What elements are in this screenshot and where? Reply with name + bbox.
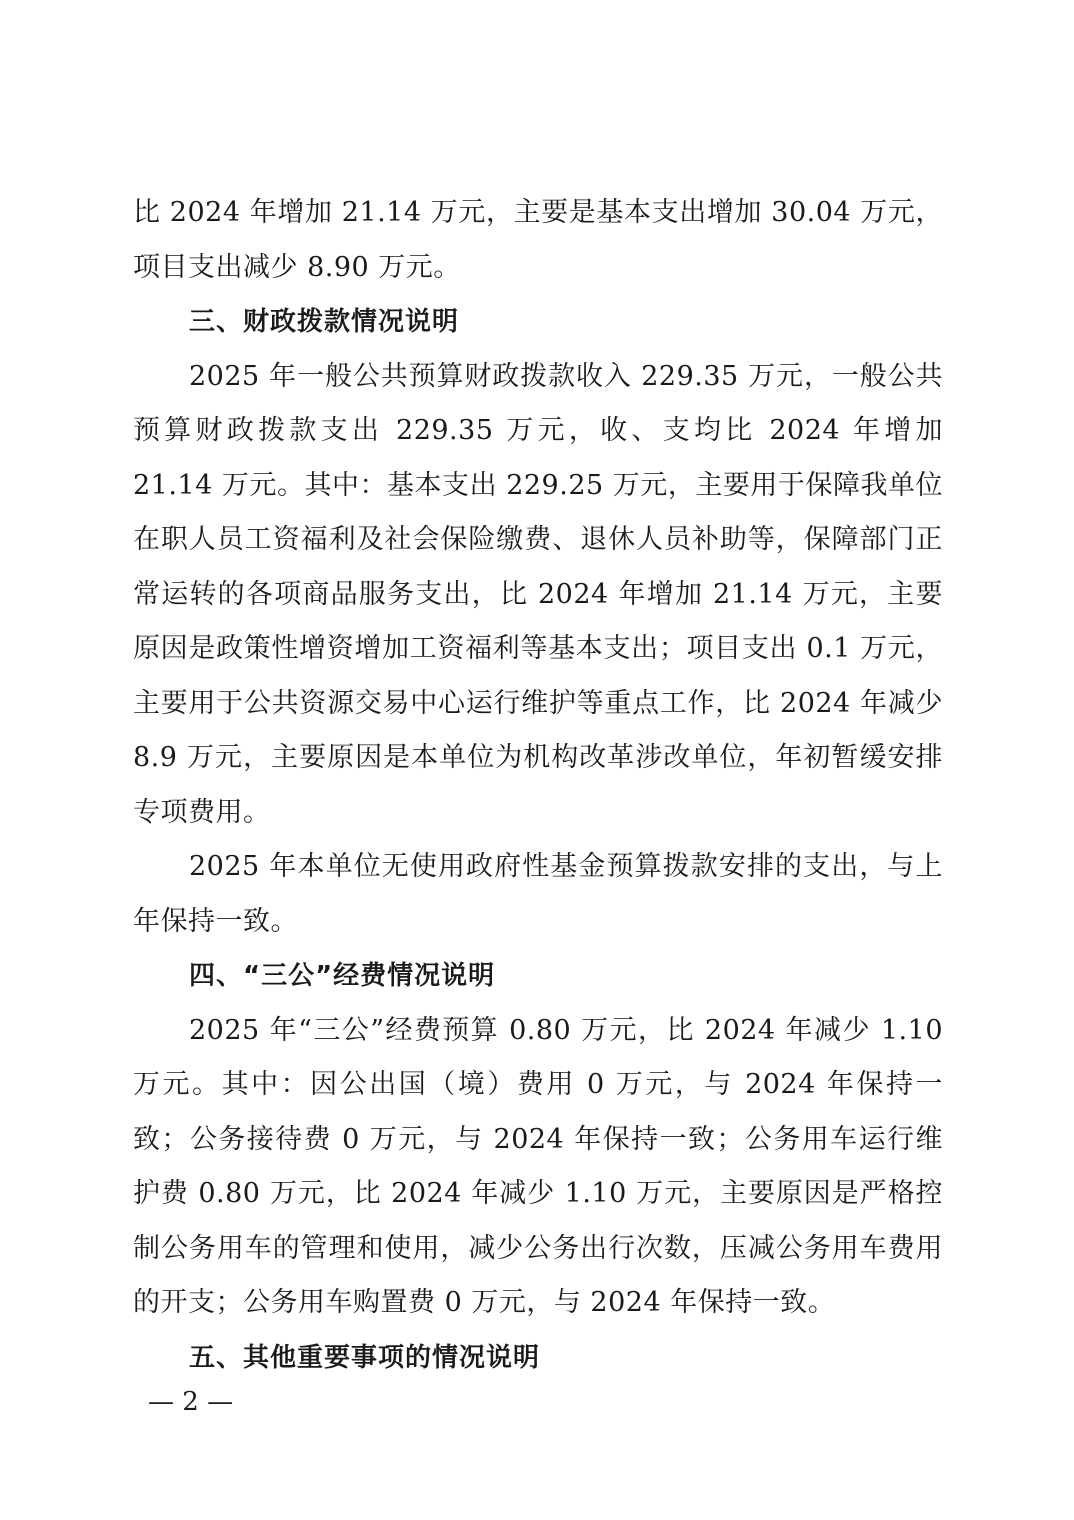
section-heading-3: 三、财政拨款情况说明 xyxy=(189,307,460,337)
paragraph-fiscal-appropriation: 2025 年一般公共预算财政拨款收入 229.35 万元，一般公共预算财政拨款支出 229.35 万元，收、支均比 2024 年增加 21.14 万元。其中：基本支出 229.25 万元，主要用于保障我单位在职人员工资福利及社会保险缴费、退休人员补助等，保障部门正常运转的各项商品服务支出，比 2024 年增加 21.14 万元，主要原因是政策性增资增加工资福利等基本支出；项目支出 0.1 万元，主要用于公共资源交易中心运行维护等重点工作，比 2024 年减少 8.9 万元，主要原因是本单位为机构改革涉改单位，年初暂缓安排专项费用。 xyxy=(133,360,943,828)
paragraph-government-fund: 2025 年本单位无使用政府性基金预算拨款安排的支出，与上年保持一致。 xyxy=(133,851,943,937)
page-number: — 2 — xyxy=(148,1387,234,1417)
paragraph-continuation: 比 2024 年增加 21.14 万元，主要是基本支出增加 30.04 万元，项目支出减少 8.90 万元。 xyxy=(133,197,943,283)
section-heading-5: 五、其他重要事项的情况说明 xyxy=(189,1342,541,1373)
document-body xyxy=(133,186,943,1385)
paragraph-three-public-expenses: 2025 年“三公”经费预算 0.80 万元，比 2024 年减少 1.10 万元。其中：因公出国（境）费用 0 万元，与 2024 年保持一致；公务接待费 0 万元，与 2024 年保持一致；公务用车运行维护费 0.80 万元，比 2024 年减少 1.10 万元，主要原因是严格控制公务用车的管理和使用，减少公务出行次数，压减公务用车费用的开支；公务用车购置费 0 万元，与 2024 年保持一致。 xyxy=(133,1014,943,1318)
section-heading-4: 四、“三公”经费情况说明 xyxy=(189,961,496,991)
